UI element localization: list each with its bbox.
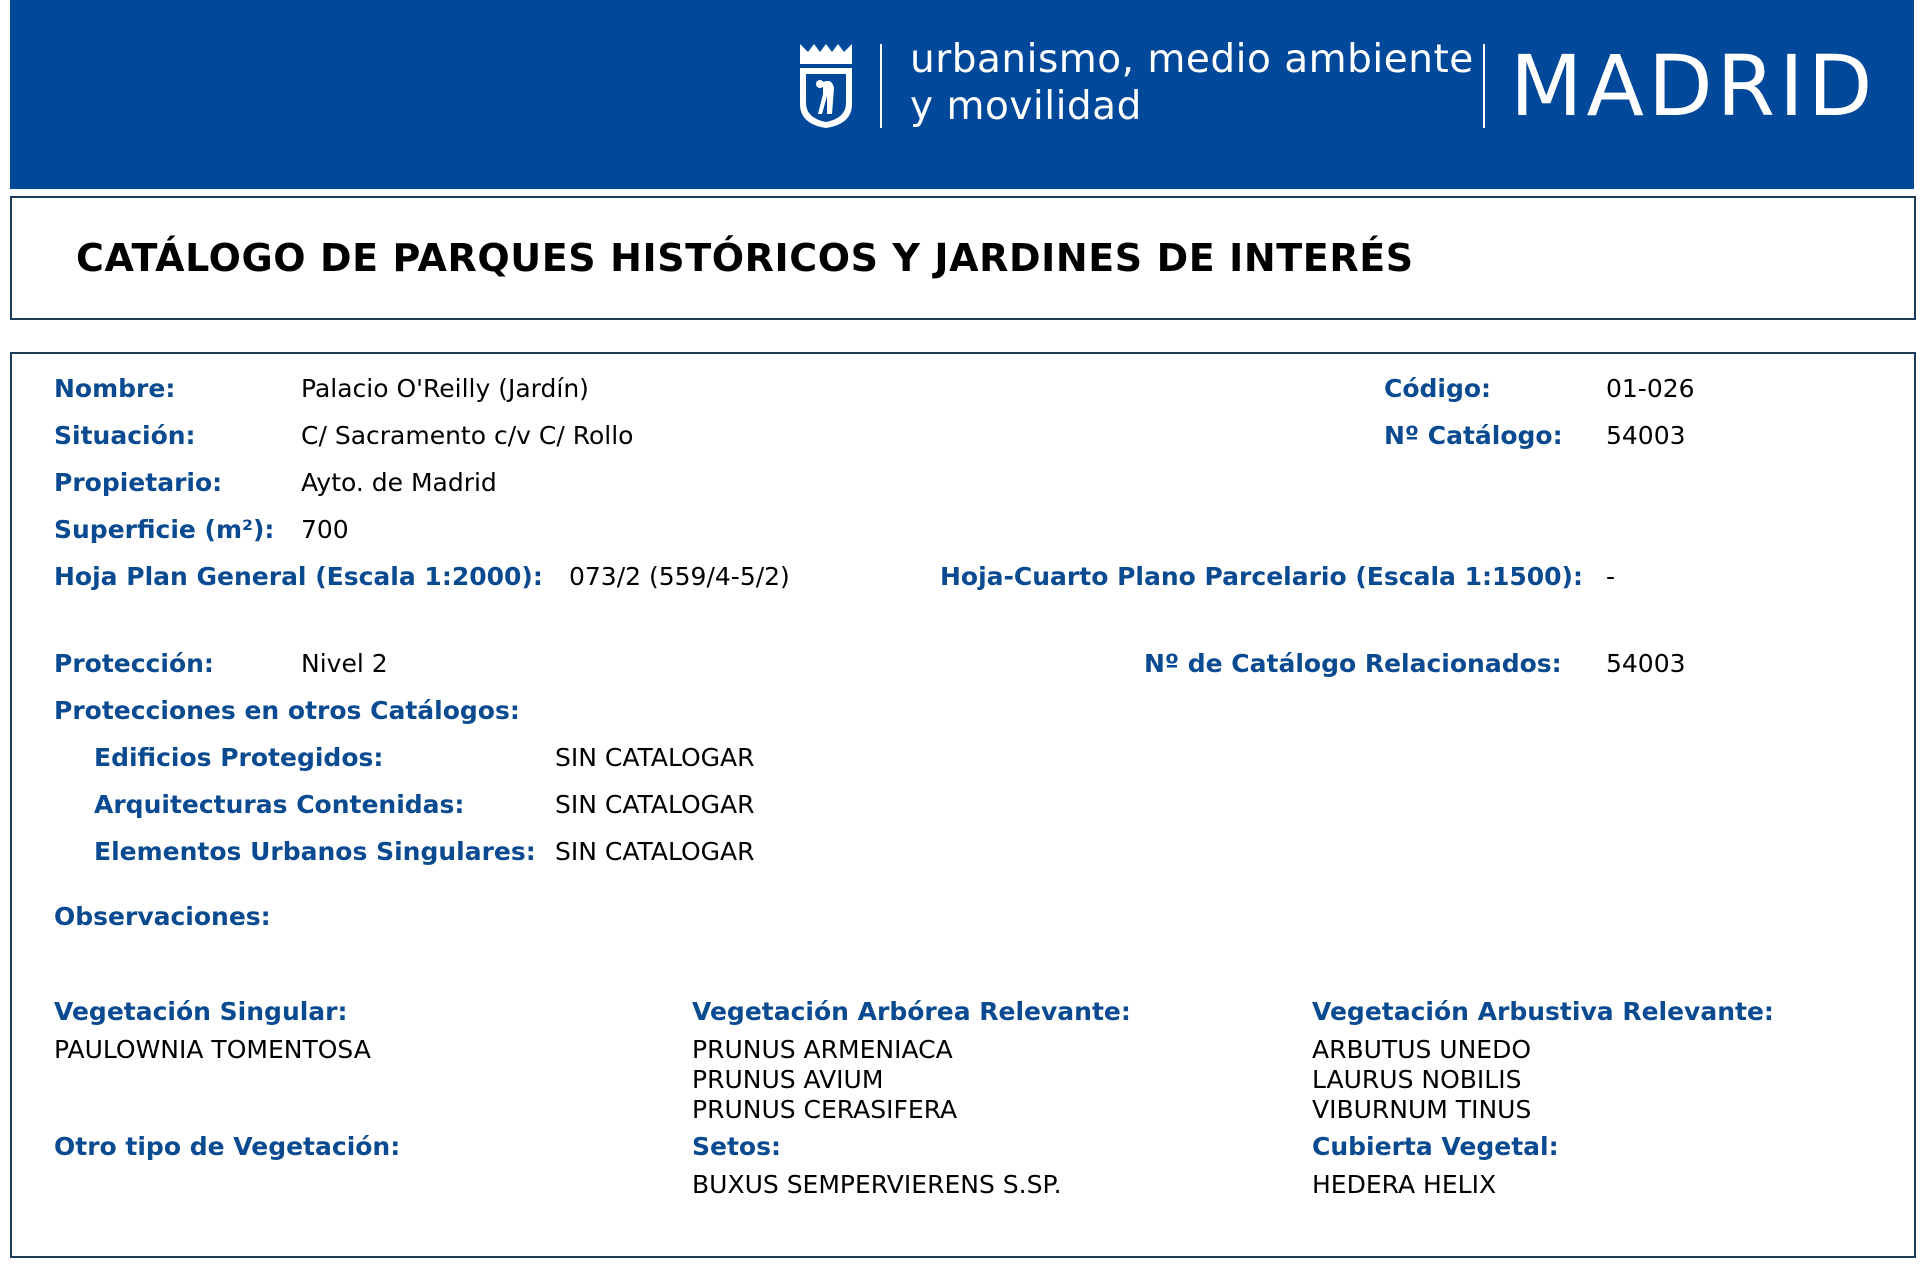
nombre-value: Palacio O'Reilly (Jardín) <box>301 374 589 403</box>
observaciones-label: Observaciones: <box>54 902 271 931</box>
cat-relacionados-value: 54003 <box>1606 649 1686 678</box>
species-item: PRUNUS AVIUM <box>692 1065 884 1094</box>
hoja-plan-label: Hoja Plan General (Escala 1:2000): <box>54 562 543 591</box>
arquitecturas-value: SIN CATALOGAR <box>555 790 755 819</box>
superficie-label: Superficie (m²): <box>54 515 275 544</box>
situacion-value: C/ Sacramento c/v C/ Rollo <box>301 421 634 450</box>
edificios-value: SIN CATALOGAR <box>555 743 755 772</box>
codigo-label: Código: <box>1384 374 1492 403</box>
vegetacion-arbustiva-list <box>1312 1035 1531 1125</box>
hoja-cuarto-value: - <box>1606 562 1616 591</box>
record-box <box>10 352 1916 1258</box>
header-separator <box>880 44 882 128</box>
vegetacion-arborea-label: Vegetación Arbórea Relevante: <box>692 997 1131 1026</box>
madrid-coat-of-arms-icon <box>796 42 856 130</box>
title-box <box>10 196 1916 320</box>
nombre-label: Nombre: <box>54 374 176 403</box>
arquitecturas-label: Arquitecturas Contenidas: <box>94 790 465 819</box>
proteccion-label: Protección: <box>54 649 214 678</box>
vegetacion-arborea-list <box>692 1035 957 1125</box>
hoja-cuarto-label: Hoja-Cuarto Plano Parcelario (Escala 1:1500): <box>940 562 1583 591</box>
catalogo-value: 54003 <box>1606 421 1686 450</box>
vegetacion-arbustiva-label: Vegetación Arbustiva Relevante: <box>1312 997 1774 1026</box>
setos-list <box>692 1170 1062 1200</box>
species-item: VIBURNUM TINUS <box>1312 1095 1532 1124</box>
department-line-1: urbanismo, medio ambiente <box>910 37 1474 82</box>
catalogo-label: Nº Catálogo: <box>1384 421 1563 450</box>
situacion-label: Situación: <box>54 421 196 450</box>
elementos-value: SIN CATALOGAR <box>555 837 755 866</box>
cubierta-vegetal-list <box>1312 1170 1496 1200</box>
species-item: ARBUTUS UNEDO <box>1312 1035 1532 1064</box>
species-item: PAULOWNIA TOMENTOSA <box>54 1035 371 1064</box>
species-item: LAURUS NOBILIS <box>1312 1065 1522 1094</box>
hoja-plan-value: 073/2 (559/4-5/2) <box>569 562 790 591</box>
propietario-value: Ayto. de Madrid <box>301 468 497 497</box>
city-name: MADRID <box>1510 37 1877 135</box>
cat-relacionados-label: Nº de Catálogo Relacionados: <box>1144 649 1562 678</box>
setos-label: Setos: <box>692 1132 781 1161</box>
otro-vegetacion-label: Otro tipo de Vegetación: <box>54 1132 401 1161</box>
species-item: PRUNUS ARMENIACA <box>692 1035 953 1064</box>
proteccion-value: Nivel 2 <box>301 649 388 678</box>
header-separator <box>1483 44 1485 128</box>
propietario-label: Propietario: <box>54 468 223 497</box>
codigo-value: 01-026 <box>1606 374 1695 403</box>
vegetacion-singular-label: Vegetación Singular: <box>54 997 348 1026</box>
otros-catalogos-label: Protecciones en otros Catálogos: <box>54 696 520 725</box>
vegetacion-singular-list <box>54 1035 371 1065</box>
department-name <box>910 36 1474 130</box>
edificios-label: Edificios Protegidos: <box>94 743 384 772</box>
page-title: CATÁLOGO DE PARQUES HISTÓRICOS Y JARDINES DE INTERÉS <box>76 236 1414 280</box>
header-banner <box>10 0 1914 189</box>
elementos-label: Elementos Urbanos Singulares: <box>94 837 536 866</box>
superficie-value: 700 <box>301 515 349 544</box>
cubierta-vegetal-label: Cubierta Vegetal: <box>1312 1132 1559 1161</box>
species-item: PRUNUS CERASIFERA <box>692 1095 958 1124</box>
species-item: HEDERA HELIX <box>1312 1170 1497 1199</box>
department-line-2: y movilidad <box>910 84 1142 129</box>
species-item: BUXUS SEMPERVIERENS S.SP. <box>692 1170 1062 1199</box>
